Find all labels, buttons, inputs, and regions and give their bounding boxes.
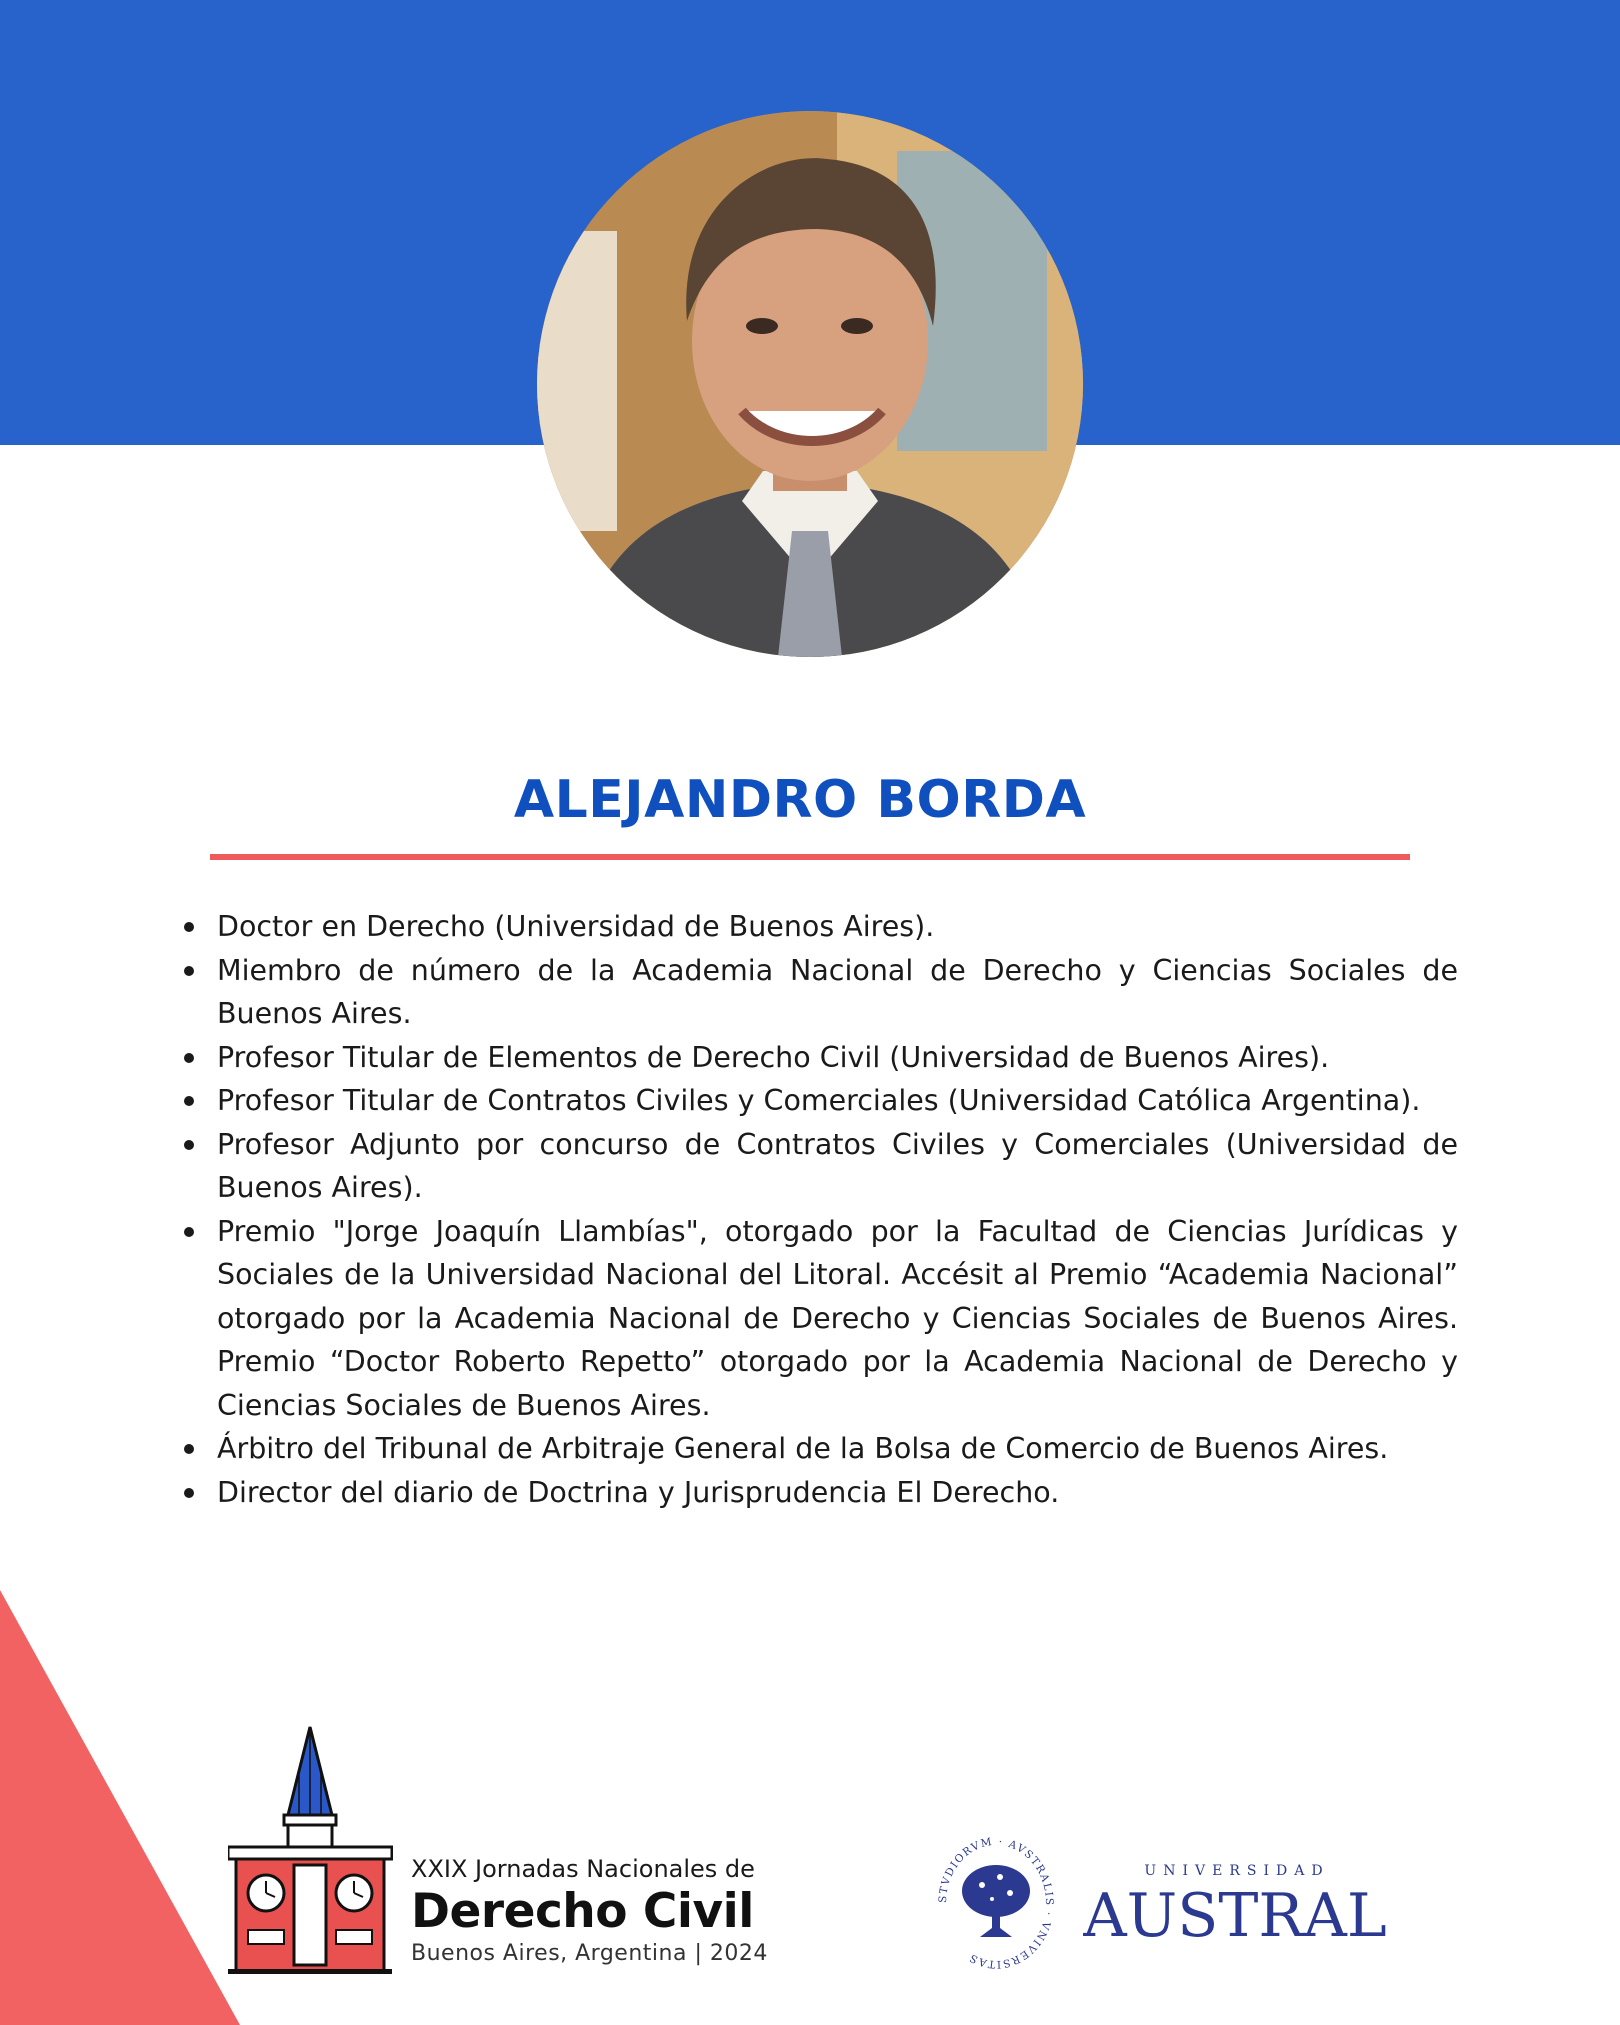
austral-wordmark: AUSTRAL xyxy=(1083,1881,1387,1951)
event-logo xyxy=(228,1725,848,1975)
bio-item: Director del diario de Doctrina y Jurisprudencia El Derecho. xyxy=(217,1471,1458,1515)
bio-list xyxy=(168,905,1458,1514)
bio-item: Profesor Titular de Elementos de Derecho Civil (Universidad de Buenos Aires). xyxy=(217,1036,1458,1080)
event-name: Derecho Civil xyxy=(411,1884,754,1939)
event-location-year: Buenos Aires, Argentina | 2024 xyxy=(411,1941,768,1966)
speaker-name: ALEJANDRO BORDA xyxy=(513,770,1087,830)
austral-logo xyxy=(930,1825,1400,1975)
corner-red-triangle xyxy=(0,1590,240,2025)
name-divider xyxy=(210,854,1410,860)
austral-subtitle: UNIVERSIDAD xyxy=(1144,1863,1330,1879)
bio-item: Profesor Titular de Contratos Civiles y Comerciales (Universidad Católica Argentina). xyxy=(217,1079,1458,1123)
bio-item: Premio "Jorge Joaquín Llambías", otorgado por la Facultad de Ciencias Jurídicas y Sociales de la Universidad Nacional del Litoral. Accésit al Premio “Academia Nacional” otorgado por la Academia Nacional de Derecho y Ciencias Sociales de Buenos Aires. Premio “Doctor Roberto Repetto” otorgado por la Academia Nacional de Derecho y Ciencias Sociales de Buenos Aires. xyxy=(217,1210,1458,1428)
event-edition: XXIX Jornadas Nacionales de xyxy=(411,1855,755,1883)
clock-tower-icon xyxy=(228,1725,393,1975)
bio-item: Profesor Adjunto por concurso de Contratos Civiles y Comerciales (Universidad de Buenos Aires). xyxy=(217,1123,1458,1210)
speaker-portrait xyxy=(537,111,1083,657)
bio-item: Árbitro del Tribunal de Arbitraje General de la Bolsa de Comercio de Buenos Aires. xyxy=(217,1427,1458,1471)
austral-seal-icon xyxy=(930,1825,1062,1975)
seal-text: STVDIORVM · AVSTRALIS · VNIVERSITAS xyxy=(936,1835,1056,1971)
bio-item: Miembro de número de la Academia Nacional de Derecho y Ciencias Sociales de Buenos Aires. xyxy=(217,949,1458,1036)
bio-item: Doctor en Derecho (Universidad de Buenos Aires). xyxy=(217,905,1458,949)
event-title-block xyxy=(411,1855,851,1966)
portrait-illustration xyxy=(537,111,1083,657)
